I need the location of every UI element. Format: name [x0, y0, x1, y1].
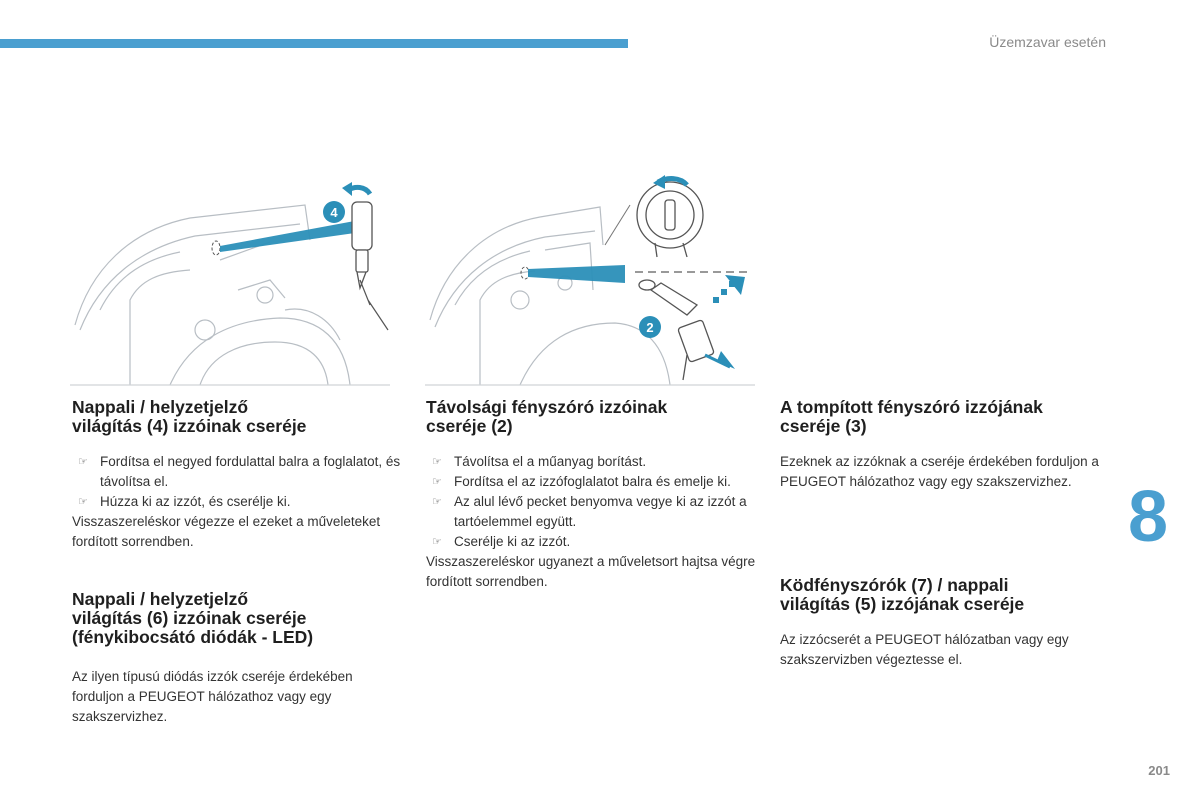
header-accent-bar	[0, 39, 628, 48]
hand-pointer-icon: ☞	[432, 536, 442, 548]
chapter-title: Üzemzavar esetén	[989, 34, 1106, 50]
title-line: cseréje (2)	[426, 416, 513, 436]
title-line: A tompított fényszóró izzójának	[780, 397, 1043, 417]
daytime-lamp-illustration	[70, 180, 390, 390]
hand-pointer-icon: ☞	[432, 476, 442, 488]
list-item: ☞ Távolítsa el a műanyag borítást.	[426, 452, 756, 472]
title-line: (fénykibocsátó diódák - LED)	[72, 627, 314, 647]
section-body: Az izzócserét a PEUGEOT hálózatban vagy egy szakszervizben végeztesse el.	[780, 632, 1069, 667]
section-title	[72, 398, 402, 436]
list-item: ☞ Cserélje ki az izzót.	[426, 532, 756, 552]
title-line: Nappali / helyzetjelző	[72, 589, 249, 609]
hand-pointer-icon: ☞	[78, 456, 88, 468]
list-item: ☞ Fordítsa el negyed fordulattal balra a foglalatot, és távolítsa el.	[78, 454, 401, 489]
callout-4: 4	[330, 205, 338, 220]
section-body: Az ilyen típusú diódás izzók cseréje érdekében forduljon a PEUGEOT hálózathoz vagy egy szakszervizhez.	[72, 669, 353, 724]
title-line: Nappali / helyzetjelző	[72, 397, 249, 417]
title-line: világítás (5) izzójának cseréje	[780, 594, 1025, 614]
list-item: ☞ Húzza ki az izzót, és cserélje ki.	[72, 492, 402, 512]
title-line: Távolsági fényszóró izzóinak	[426, 397, 668, 417]
reassembly-note: Visszaszereléskor ugyanezt a műveletsort hajtsa végre fordított sorrendben.	[426, 554, 756, 589]
callout-2: 2	[646, 320, 654, 335]
section-title	[72, 590, 402, 647]
title-line: világítás (6) izzóinak cseréje	[72, 608, 307, 628]
section-title	[426, 398, 756, 436]
section-daytime-lamp-6	[72, 590, 402, 727]
list-item: ☞ Fordítsa el az izzófoglalatot balra és emelje ki.	[426, 472, 756, 492]
hand-pointer-icon: ☞	[78, 496, 88, 508]
section-body: Ezeknek az izzóknak a cseréje érdekében forduljon a PEUGEOT hálózathoz vagy egy szakszervizhez.	[780, 454, 1099, 489]
hand-pointer-icon: ☞	[432, 496, 442, 508]
chapter-number: 8	[1128, 477, 1169, 557]
step-list	[72, 452, 402, 512]
section-low-beam-3	[780, 398, 1100, 492]
section-title	[780, 398, 1100, 436]
section-high-beam-2	[426, 398, 756, 592]
section-daytime-lamp-4	[72, 398, 402, 552]
title-line: cseréje (3)	[780, 416, 867, 436]
section-fog-lamp-7	[780, 576, 1100, 670]
high-beam-illustration	[425, 165, 755, 390]
title-line: világítás (4) izzóinak cseréje	[72, 416, 307, 436]
hand-pointer-icon: ☞	[432, 456, 442, 468]
reassembly-note: Visszaszereléskor végezze el ezeket a műveleteket fordított sorrendben.	[72, 514, 381, 549]
title-line: Ködfényszórók (7) / nappali	[780, 575, 1009, 595]
section-title	[780, 576, 1100, 614]
page-number: 201	[1148, 763, 1170, 778]
list-item: ☞ Az alul lévő pecket benyomva vegye ki az izzót a tartóelemmel együtt.	[432, 494, 747, 529]
step-list	[426, 452, 756, 552]
